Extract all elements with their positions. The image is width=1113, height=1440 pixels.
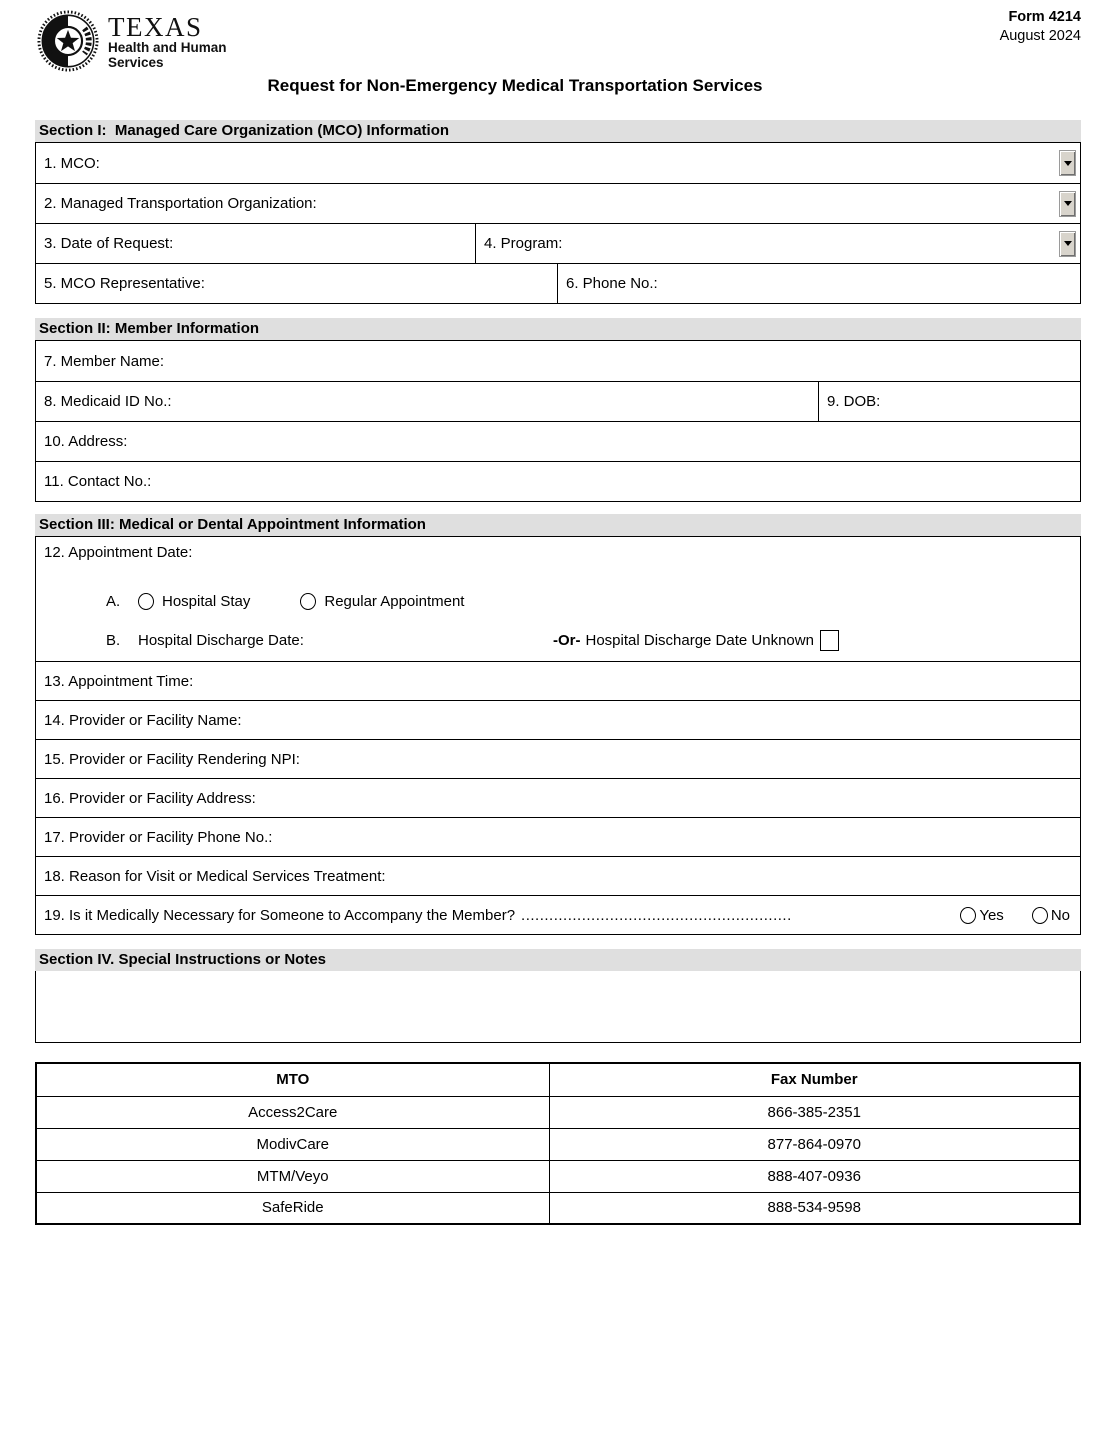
field-mco-representative-label: 5. MCO Representative: — [44, 275, 205, 292]
mto-name: Access2Care — [36, 1096, 549, 1128]
section-4-header: Section IV. Special Instructions or Notes — [35, 949, 1081, 971]
agency-wordmark — [108, 10, 227, 70]
field-member-name-label: 7. Member Name: — [44, 352, 165, 370]
mto-fax: 866-385-2351 — [549, 1096, 1080, 1128]
field-program[interactable] — [476, 224, 1080, 263]
chevron-down-icon — [1064, 161, 1072, 166]
table-row — [36, 1096, 1080, 1128]
table-row — [36, 1192, 1080, 1224]
field-appointment-time[interactable] — [36, 661, 1080, 700]
mto-name: ModivCare — [36, 1128, 549, 1160]
radio-no-label: No — [1050, 906, 1070, 924]
table-row — [36, 1128, 1080, 1160]
agency-subtitle-line2: Services — [108, 55, 164, 70]
field-member-name[interactable] — [36, 341, 1080, 381]
checkbox-discharge-unknown-label: Hospital Discharge Date Unknown — [585, 631, 814, 649]
mto-dropdown-button[interactable] — [1059, 191, 1076, 217]
appointment-type-options — [106, 591, 464, 611]
discharge-unknown-group — [553, 630, 839, 651]
section-2-table — [35, 340, 1081, 502]
field-medicaid-id[interactable] — [36, 382, 819, 421]
field-dob[interactable] — [819, 382, 1080, 421]
field-mco-label: 1. MCO: — [44, 154, 100, 172]
yes-no-options — [960, 907, 1070, 924]
mto-name: SafeRide — [36, 1192, 549, 1224]
agency-logo — [37, 10, 227, 72]
checkbox-discharge-unknown[interactable] — [820, 630, 839, 651]
or-label: -Or- — [553, 631, 581, 649]
radio-hospital-stay[interactable] — [138, 593, 154, 610]
field-appointment-date-label: 12. Appointment Date: — [44, 544, 193, 561]
radio-regular-appointment[interactable] — [300, 593, 316, 610]
field-contact-no-label: 11. Contact No.: — [44, 473, 152, 490]
page-title: Request for Non-Emergency Medical Transportation Services — [267, 76, 763, 95]
field-appointment-date[interactable] — [36, 537, 1080, 661]
mto-fax: 888-407-0936 — [549, 1160, 1080, 1192]
form-date: August 2024 — [999, 28, 1081, 44]
mto-fax: 888-534-9598 — [549, 1192, 1080, 1224]
field-provider-name-label: 14. Provider or Facility Name: — [44, 711, 242, 729]
field-phone-no-label: 6. Phone No.: — [566, 275, 658, 292]
section-3-table — [35, 536, 1081, 935]
section-3-header: Section III: Medical or Dental Appointment Information — [35, 514, 1081, 536]
field-provider-address[interactable] — [36, 778, 1080, 817]
table-row — [36, 1160, 1080, 1192]
field-dob-label: 9. DOB: — [827, 393, 881, 410]
field-mco-representative[interactable] — [36, 264, 558, 303]
field-accompany-label: 19. Is it Medically Necessary for Someone to Accompany the Member? — [44, 906, 516, 924]
texas-hhs-seal-icon — [37, 10, 99, 72]
dotted-leader: .......................................................... — [521, 906, 792, 924]
field-reason[interactable] — [36, 856, 1080, 895]
field-provider-phone-label: 17. Provider or Facility Phone No.: — [44, 828, 273, 846]
section-2-header: Section II: Member Information — [35, 318, 1081, 340]
radio-hospital-stay-label: Hospital Stay — [162, 592, 251, 610]
radio-yes-label: Yes — [979, 906, 1004, 924]
form-info — [1000, 8, 1081, 46]
agency-name: TEXAS — [108, 12, 203, 42]
field-mco[interactable] — [36, 143, 1080, 183]
radio-regular-appointment-label: Regular Appointment — [324, 592, 465, 610]
mto-name: MTM/Veyo — [36, 1160, 549, 1192]
option-b-letter: B. — [106, 631, 121, 649]
field-mto[interactable] — [36, 183, 1080, 223]
field-mto-label: 2. Managed Transportation Organization: — [44, 195, 317, 212]
mto-fax: 877-864-0970 — [549, 1128, 1080, 1160]
radio-no[interactable] — [1032, 907, 1048, 924]
fax-table-header-row — [36, 1063, 1080, 1096]
fax-table-header-mto: MTO — [36, 1063, 549, 1096]
radio-yes[interactable] — [960, 907, 976, 924]
field-provider-npi-label: 15. Provider or Facility Rendering NPI: — [44, 750, 300, 768]
discharge-date-line — [106, 629, 1066, 651]
row-medicaid-dob — [36, 381, 1080, 421]
row-accompany — [36, 895, 1080, 934]
special-instructions-notes-box[interactable] — [35, 971, 1081, 1043]
fax-table-header-fax: Fax Number — [549, 1063, 1080, 1096]
field-contact-no[interactable] — [36, 461, 1080, 501]
header — [35, 0, 1081, 120]
agency-subtitle-line1: Health and Human — [108, 40, 227, 55]
field-address[interactable] — [36, 421, 1080, 461]
section-1-header: Section I: Managed Care Organization (MCO) Information — [35, 120, 1081, 142]
field-program-label: 4. Program: — [484, 235, 563, 252]
chevron-down-icon — [1064, 241, 1072, 246]
field-phone-no[interactable] — [558, 264, 1080, 303]
field-medicaid-id-label: 8. Medicaid ID No.: — [44, 393, 172, 410]
field-reason-label: 18. Reason for Visit or Medical Services Treatment: — [44, 867, 386, 885]
option-a-letter: A. — [106, 592, 121, 610]
mco-dropdown-button[interactable] — [1059, 150, 1076, 176]
mto-fax-table — [35, 1062, 1081, 1225]
field-provider-name[interactable] — [36, 700, 1080, 739]
field-date-of-request-label: 3. Date of Request: — [44, 235, 174, 252]
no-option — [1032, 907, 1070, 924]
field-provider-address-label: 16. Provider or Facility Address: — [44, 789, 256, 807]
section-1-table — [35, 142, 1081, 304]
field-date-of-request[interactable] — [36, 224, 476, 263]
field-appointment-time-label: 13. Appointment Time: — [44, 672, 194, 690]
yes-option — [960, 907, 1003, 924]
field-address-label: 10. Address: — [44, 433, 128, 450]
field-provider-npi[interactable] — [36, 739, 1080, 778]
row-date-program — [36, 223, 1080, 263]
chevron-down-icon — [1064, 201, 1072, 206]
program-dropdown-button[interactable] — [1059, 231, 1076, 257]
row-rep-phone — [36, 263, 1080, 303]
field-hospital-discharge-date[interactable]: Hospital Discharge Date: — [138, 631, 304, 649]
form-number: Form 4214 — [1008, 9, 1081, 25]
field-provider-phone[interactable] — [36, 817, 1080, 856]
